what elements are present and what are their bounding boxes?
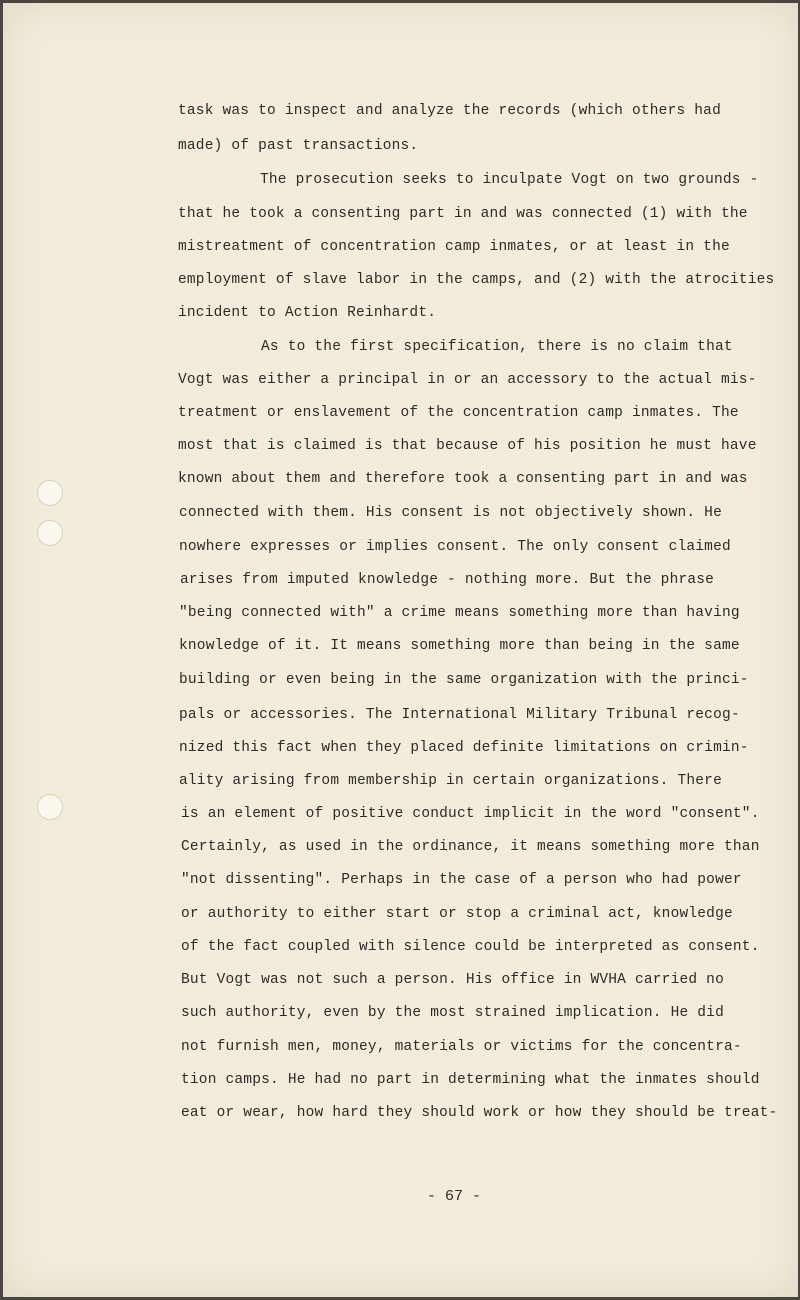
- text-line: arises from imputed knowledge - nothing more. But the phrase: [180, 572, 715, 588]
- text-line: connected with them. His consent is not objectively shown. He: [179, 505, 722, 521]
- text-line: As to the first specification, there is no claim that: [261, 339, 733, 355]
- punch-hole-1: [37, 480, 63, 506]
- text-line: of the fact coupled with silence could be interpreted as consent.: [181, 939, 760, 955]
- text-line: such authority, even by the most strained implication. He did: [181, 1005, 724, 1021]
- text-line: Vogt was either a principal in or an accessory to the actual mis-: [178, 372, 757, 388]
- text-line: most that is claimed is that because of his position he must have: [178, 438, 757, 454]
- text-line: known about them and therefore took a consenting part in and was: [178, 471, 748, 487]
- text-line: that he took a consenting part in and was connected (1) with the: [178, 206, 748, 222]
- text-line: pals or accessories. The International Military Tribunal recog-: [179, 707, 740, 723]
- text-line: eat or wear, how hard they should work or how they should be treat-: [181, 1105, 778, 1121]
- text-line: ality arising from membership in certain organizations. There: [179, 773, 722, 789]
- text-line: But Vogt was not such a person. His office in WVHA carried no: [181, 972, 724, 988]
- text-line: knowledge of it. It means something more than being in the same: [179, 638, 740, 654]
- text-line: task was to inspect and analyze the records (which others had: [178, 103, 721, 119]
- text-line: treatment or enslavement of the concentration camp inmates. The: [178, 405, 739, 421]
- text-line: "not dissenting". Perhaps in the case of a person who had power: [181, 872, 742, 888]
- text-line: made) of past transactions.: [178, 138, 419, 154]
- punch-hole-3: [37, 794, 63, 820]
- text-line: nowhere expresses or implies consent. The only consent claimed: [179, 539, 731, 555]
- text-line: The prosecution seeks to inculpate Vogt on two grounds -: [260, 172, 759, 188]
- text-line: is an element of positive conduct implicit in the word "consent".: [181, 806, 760, 822]
- document-page: [3, 3, 798, 1297]
- text-line: nized this fact when they placed definite limitations on crimin-: [179, 740, 749, 756]
- text-line: tion camps. He had no part in determining what the inmates should: [181, 1072, 760, 1088]
- text-line: employment of slave labor in the camps, and (2) with the atrocities: [178, 272, 775, 288]
- text-line: building or even being in the same organization with the princi-: [179, 672, 749, 688]
- page-number: - 67 -: [427, 1188, 482, 1205]
- text-line: Certainly, as used in the ordinance, it means something more than: [181, 839, 760, 855]
- text-line: mistreatment of concentration camp inmates, or at least in the: [178, 239, 730, 255]
- text-line: incident to Action Reinhardt.: [178, 305, 437, 321]
- text-line: "being connected with" a crime means something more than having: [179, 605, 740, 621]
- text-line: not furnish men, money, materials or victims for the concentra-: [181, 1039, 742, 1055]
- punch-hole-2: [37, 520, 63, 546]
- text-line: or authority to either start or stop a criminal act, knowledge: [181, 906, 733, 922]
